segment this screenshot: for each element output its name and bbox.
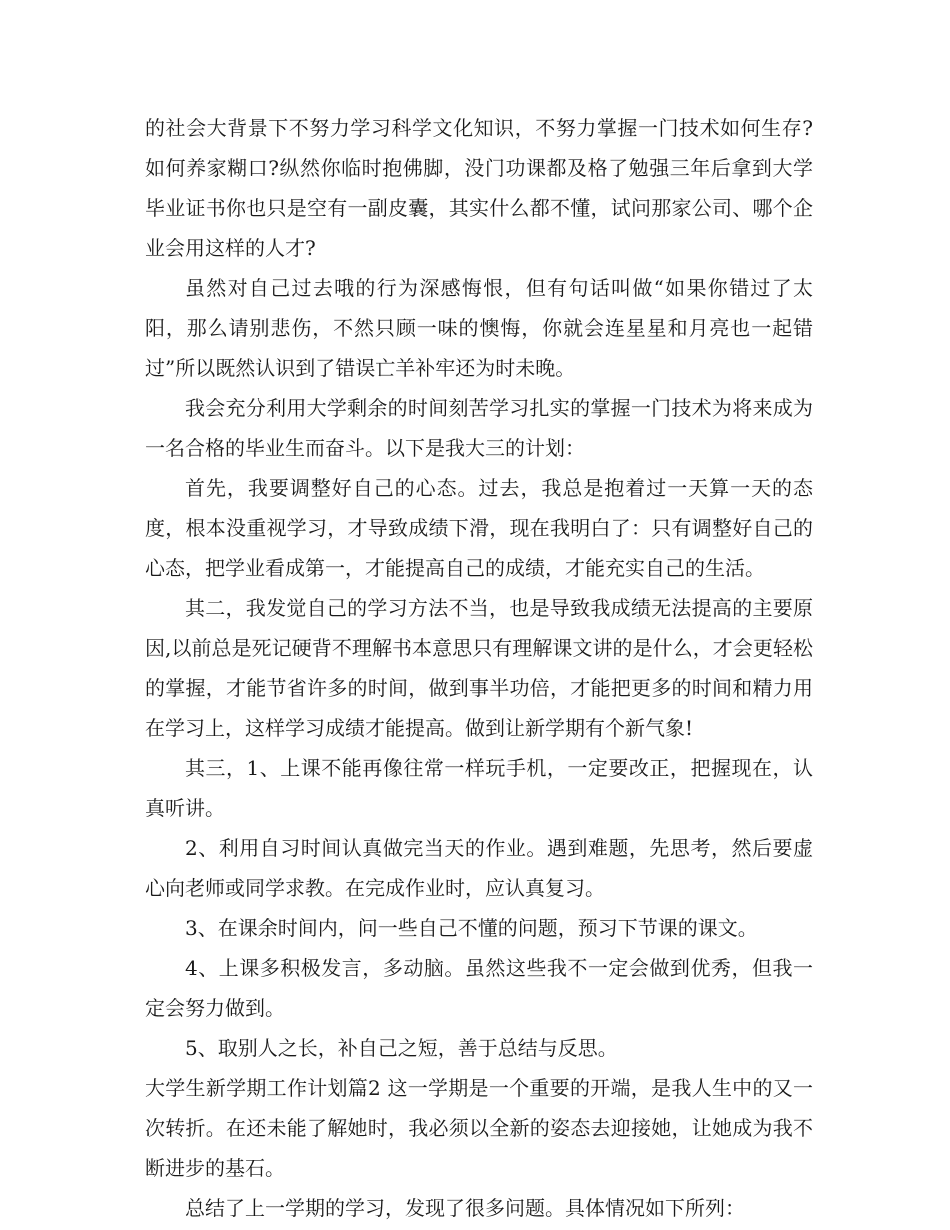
list-item-4: 4、上课多积极发言，多动脑。虽然这些我不一定会做到优秀，但我一定会努力做到。 [145,956,813,1020]
section-heading: 大学生新学期工作计划篇2 [145,1076,381,1100]
list-item-5: 5、取别人之长，补自己之短，善于总结与反思。 [185,1036,618,1060]
section-intro: 这一学期是一个重要的开端，是我人生中的又一次转折。在还未能了解她时，我必须以全新的姿态去迎接她，让她成为我不断进步的基石。 [145,1076,814,1180]
section-paragraph [145,1068,813,1188]
list-item-3: 3、在课余时间内，问一些自己不懂的问题，预习下节课的课文。 [185,916,758,940]
paragraph-third: 其三，1、上课不能再像往常一样玩手机，一定要改正，把握现在，认真听讲。 [145,756,813,820]
paragraph-plan-intro: 我会充分利用大学剩余的时间刻苦学习扎实的掌握一门技术为将来成为一名合格的毕业生而奋斗。以下是我大三的计划： [145,396,813,460]
paragraph-regret: 虽然对自己过去哦的行为深感悔恨，但有句话叫做“如果你错过了太阳，那么请别悲伤，不然只顾一味的懊悔，你就会连星星和月亮也一起错过”所以既然认识到了错误亡羊补牢还为时未晚。 [145,276,813,380]
document-body [145,108,813,1228]
closing-paragraph: 总结了上一学期的学习，发现了很多问题。具体情况如下所列： [185,1196,745,1220]
paragraph-continuation: 的社会大背景下不努力学习科学文化知识，不努力掌握一门技术如何生存?如何养家糊口?纵然你临时抱佛脚，没门功课都及格了勉强三年后拿到大学毕业证书你也只是空有一副皮囊，其实什么都不懂，试问那家公司、哪个企业会用这样的人才? [145,116,813,260]
list-item-2: 2、利用自习时间认真做完当天的作业。遇到难题，先思考，然后要虚心向老师或同学求教。在完成作业时，应认真复习。 [145,836,813,900]
paragraph-first: 首先，我要调整好自己的心态。过去，我总是抱着过一天算一天的态度，根本没重视学习，才导致成绩下滑，现在我明白了：只有调整好自己的心态，把学业看成第一，才能提高自己的成绩，才能充实自己的生活。 [145,476,813,580]
paragraph-second: 其二，我发觉自己的学习方法不当，也是导致我成绩无法提高的主要原因,以前总是死记硬背不理解书本意思只有理解课文讲的是什么，才会更轻松的掌握，才能节省许多的时间，做到事半功倍，才能把更多的时间和精力用在学习上，这样学习成绩才能提高。做到让新学期有个新气象! [145,596,813,740]
